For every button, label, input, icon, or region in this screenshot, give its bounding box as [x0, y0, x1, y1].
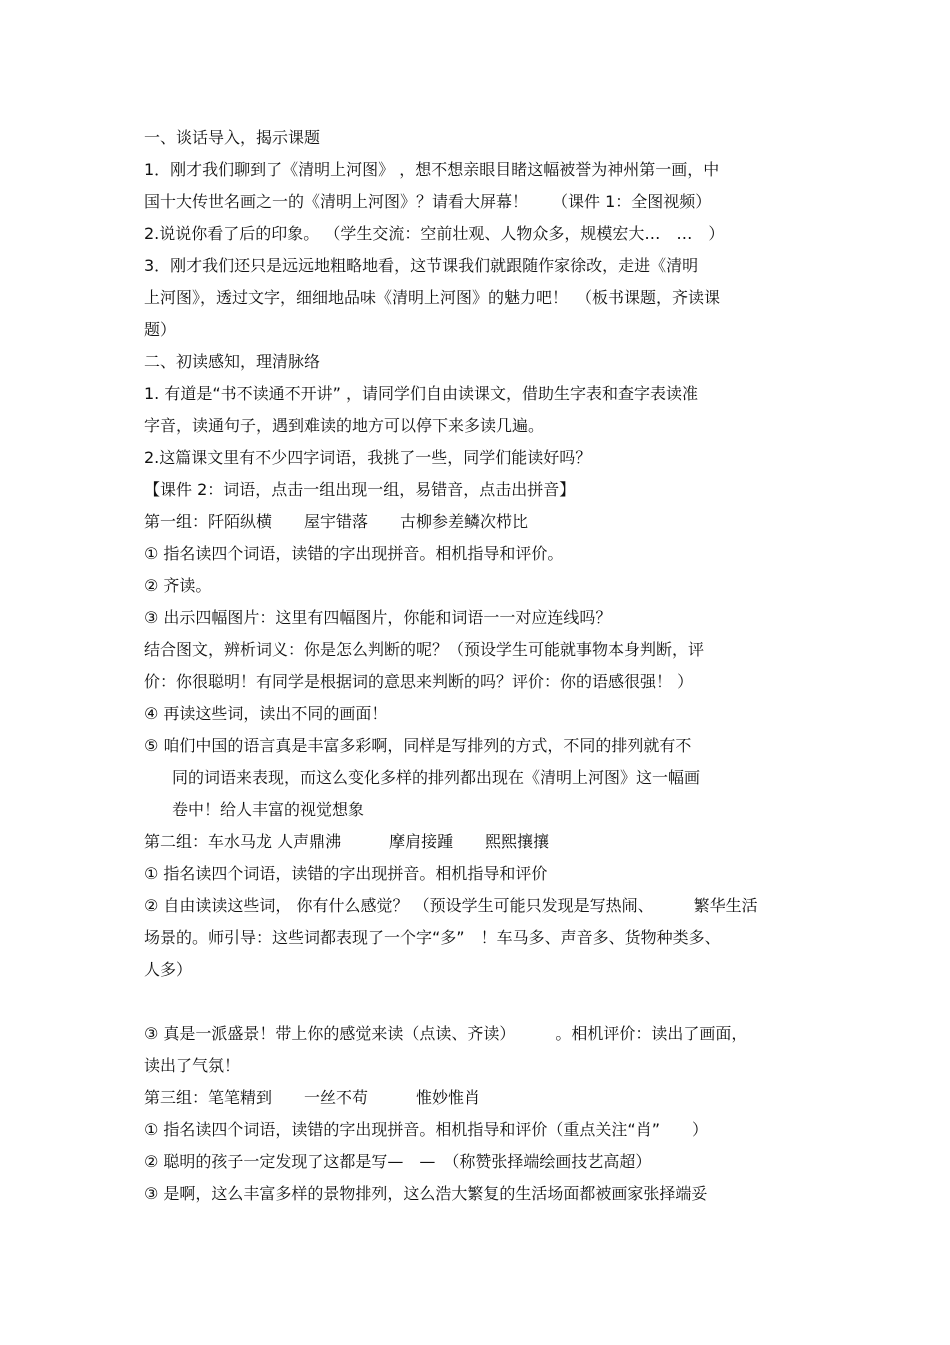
- list-item: ② 齐读。: [144, 576, 212, 595]
- list-item: ③ 是啊，这么丰富多样的景物排列，这么浩大繁复的生活场面都被画家张择端妥: [144, 1184, 708, 1203]
- list-item: ③ 出示四幅图片：这里有四幅图片，你能和词语一一对应连线吗？: [144, 608, 612, 627]
- list-item: ⑤ 咱们中国的语言真是丰富多彩啊，同样是写排列的方式，不同的排列就有不: [144, 736, 692, 755]
- paragraph-line: 题）: [144, 320, 177, 339]
- paragraph-line: 3．刚才我们还只是远远地粗略地看，这节课我们就跟随作家徐改，走进《清明: [144, 256, 699, 275]
- paragraph-line: 同的词语来表现，而这么变化多样的排列都出现在《清明上河图》这一幅画: [172, 768, 701, 787]
- section-heading: 二、初读感知，理清脉络: [144, 352, 321, 371]
- paragraph-line: 字音，读通句子，遇到难读的地方可以停下来多读几遍。: [144, 416, 545, 435]
- word-group-3: 第三组：笔笔精到 一丝不苟 惟妙惟肖: [144, 1088, 481, 1107]
- paragraph-line: 读出了气氛！: [144, 1056, 241, 1075]
- paragraph-line: 1. 有道是“书不读通不开讲” ，请同学们自由读课文，借助生字表和查字表读准: [144, 384, 699, 403]
- paragraph-line: 价：你很聪明！有同学是根据词的意思来判断的吗？评价：你的语感很强！ ）: [144, 672, 694, 691]
- paragraph-line: 国十大传世名画之一的《清明上河图》？请看大屏幕！ （课件 1：全图视频）: [144, 192, 712, 211]
- blank-line: [144, 986, 814, 1018]
- paragraph-line: 上河图》，透过文字，细细地品味《清明上河图》的魅力吧！ （板书课题，齐读课: [144, 288, 721, 307]
- list-item: ③ 真是一派盛景！带上你的感觉来读（点读、齐读） 。相机评价：读出了画面，: [144, 1024, 748, 1043]
- paragraph-line: 1．刚才我们聊到了《清明上河图》 ，想不想亲眼目睹这幅被誉为神州第一画，中: [144, 160, 720, 179]
- word-group-1: 第一组：阡陌纵横 屋宇错落 古柳参差鳞次栉比: [144, 512, 529, 531]
- courseware-note: 【课件 2：词语，点击一组出现一组，易错音，点击出拼音】: [144, 480, 576, 499]
- list-item: ① 指名读四个词语，读错的字出现拼音。相机指导和评价: [144, 864, 548, 883]
- paragraph-line: 人多）: [144, 960, 193, 979]
- list-item: ① 指名读四个词语，读错的字出现拼音。相机指导和评价。: [144, 544, 564, 563]
- section-heading: 一、谈话导入，揭示课题: [144, 128, 321, 147]
- paragraph-line: 2.这篇课文里有不少四字词语，我挑了一些，同学们能读好吗？: [144, 448, 592, 467]
- list-item: ② 自由读读这些词， 你有什么感觉？ （预设学生可能只发现是写热闹、 繁华生活: [144, 896, 758, 915]
- paragraph-line: 2.说说你看了后的印象。 （学生交流：空前壮观、人物众多，规模宏大… … ）: [144, 224, 725, 243]
- document-body: [144, 122, 814, 1210]
- list-item: ② 聪明的孩子一定发现了这都是写— — （称赞张择端绘画技艺高超）: [144, 1152, 652, 1171]
- word-group-2: 第二组：车水马龙 人声鼎沸 摩肩接踵 熙熙攘攘: [144, 832, 550, 851]
- paragraph-line: 场景的。师引导：这些词都表现了一个字“多” ！车马多、声音多、货物种类多、: [144, 928, 721, 947]
- list-item: ① 指名读四个词语，读错的字出现拼音。相机指导和评价（重点关注“肖” ）: [144, 1120, 709, 1139]
- paragraph-line: 卷中！给人丰富的视觉想象: [172, 800, 365, 819]
- list-item: ④ 再读这些词，读出不同的画面！: [144, 704, 388, 723]
- paragraph-line: 结合图文，辨析词义：你是怎么判断的呢？（预设学生可能就事物本身判断，评: [144, 640, 705, 659]
